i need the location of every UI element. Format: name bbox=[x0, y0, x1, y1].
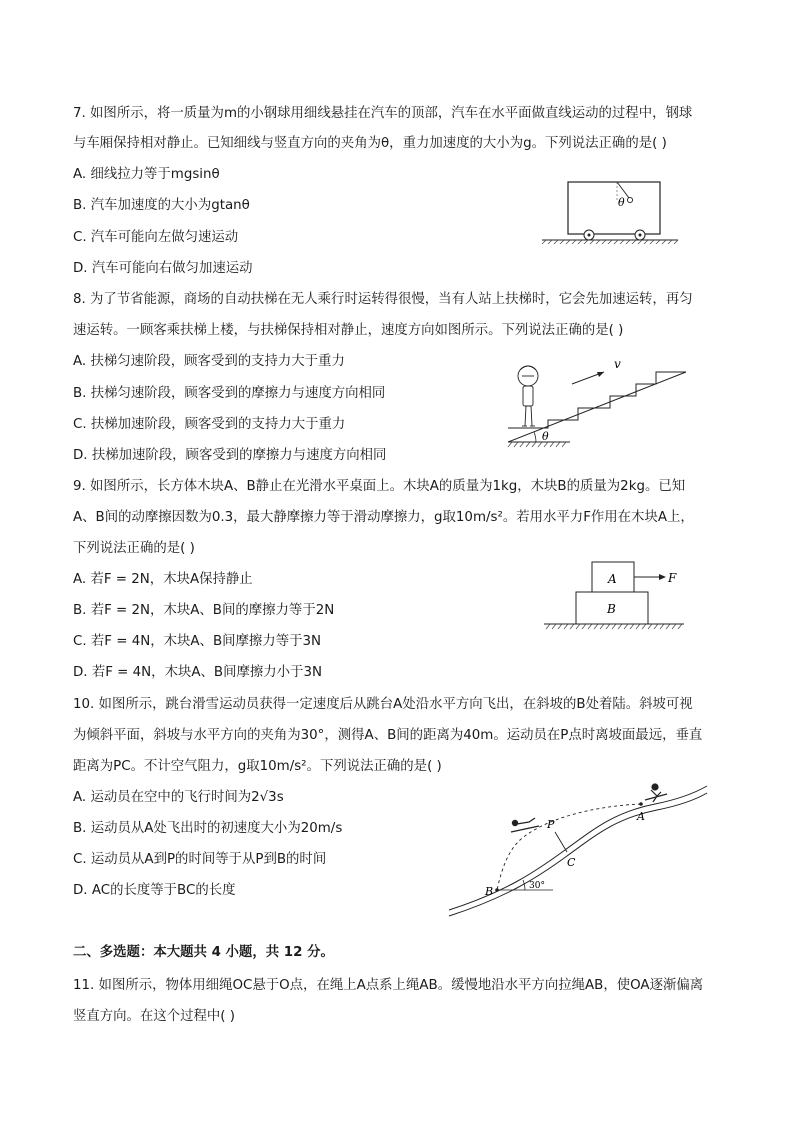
q7-option-c: C. 汽车可能向左做匀速运动 bbox=[73, 230, 239, 245]
block-a-label: A bbox=[608, 572, 617, 586]
q10-option-d: D. AC的长度等于BC的长度 bbox=[73, 883, 236, 898]
q10-option-c: C. 运动员从A到P的时间等于从P到B的时间 bbox=[73, 852, 327, 867]
q7-stem-line2: 与车厢保持相对静止。已知细线与竖直方向的夹角为θ，重力加速度的大小为g。下列说法正确的是( ) bbox=[73, 136, 667, 151]
angle-theta-label: θ bbox=[618, 196, 625, 209]
q9-option-c: C. 若F = 4N，木块A、B间摩擦力等于3N bbox=[73, 634, 322, 649]
q10-stem-line3: 距离为PC。不计空气阻力，g取10m/s²。下列说法正确的是( ) bbox=[73, 759, 442, 774]
label-p: P bbox=[547, 818, 555, 831]
q9-stem-line2: A、B间的动摩擦因数为0.3，最大静摩擦力等于滑动摩擦力，g取10m/s²。若用水平力F作用在木块A上， bbox=[73, 510, 694, 525]
q11-stem-line1: 11. 如图所示，物体用细绳OC悬于O点，在绳上A点系上绳AB。缓慢地沿水平方向拉绳AB，使OA逐渐偏离 bbox=[73, 978, 704, 993]
steel-ball bbox=[627, 197, 632, 202]
q8-stem-line1: 8. 为了节省能源，商场的自动扶梯在无人乘行时运转得很慢，当有人站上扶梯时，它会先加速运转，再匀 bbox=[73, 292, 693, 307]
customer-figure bbox=[518, 366, 538, 426]
q9-stem-line1: 9. 如图所示，长方体木块A、B静止在光滑水平桌面上。木块A的质量为1kg，木块B的质量为2kg。已知 bbox=[73, 479, 686, 494]
q7-option-a: A. 细线拉力等于mgsinθ bbox=[73, 167, 220, 182]
label-c: C bbox=[567, 856, 576, 869]
q9-option-a: A. 若F = 2N，木块A保持静止 bbox=[73, 572, 253, 587]
q7-stem-line1: 7. 如图所示，将一质量为m的小钢球用细线悬挂在汽车的顶部，汽车在水平面做直线运动的过程中，钢球 bbox=[73, 106, 693, 121]
angle-theta-label: θ bbox=[542, 430, 549, 443]
angle-30-label: 30° bbox=[529, 881, 545, 891]
velocity-label: v bbox=[614, 357, 621, 371]
q10-option-b: B. 运动员从A处飞出时的初速度大小为20m/s bbox=[73, 821, 343, 836]
label-a: A bbox=[637, 810, 645, 823]
q10-stem-line2: 为倾斜平面，斜坡与水平方向的夹角为30°，测得A、B间的距离为40m。运动员在P点时离坡面最远，垂直 bbox=[73, 728, 703, 743]
label-b: B bbox=[485, 885, 494, 898]
q9-option-d: D. 若F = 4N，木块A、B间摩擦力小于3N bbox=[73, 665, 322, 680]
q10-stem-line1: 10. 如图所示，跳台滑雪运动员获得一定速度后从跳台A处沿水平方向飞出，在斜坡的B处着陆。斜坡可视 bbox=[73, 697, 693, 712]
ground-hatch bbox=[546, 624, 682, 629]
q11-stem-line2: 竖直方向。在这个过程中( ) bbox=[73, 1009, 236, 1024]
force-f-label: F bbox=[668, 571, 677, 585]
q8-option-d: D. 扶梯加速阶段，顾客受到的摩擦力与速度方向相同 bbox=[73, 448, 387, 463]
skier-top-icon bbox=[645, 784, 667, 802]
q10-option-a: A. 运动员在空中的飞行时间为2√3s bbox=[73, 790, 284, 805]
point-a bbox=[639, 802, 643, 806]
q8-stem-line2: 速运转。一顾客乘扶梯上楼，与扶梯保持相对静止，速度方向如图所示。下列说法正确的是( ) bbox=[73, 323, 624, 338]
q8-escalator-figure bbox=[500, 352, 692, 448]
perpendicular-pc bbox=[555, 832, 567, 852]
q8-option-a: A. 扶梯匀速阶段，顾客受到的支持力大于重力 bbox=[73, 354, 345, 369]
q7-option-b: B. 汽车加速度的大小为gtanθ bbox=[73, 198, 250, 213]
ground-hatch bbox=[508, 442, 566, 447]
car-body bbox=[568, 182, 660, 234]
ground-hatch bbox=[542, 240, 678, 244]
q7-car-figure bbox=[540, 178, 680, 244]
q9-option-b: B. 若F = 2N，木块A、B间的摩擦力等于2N bbox=[73, 603, 335, 618]
q10-ski-jump-figure bbox=[445, 780, 710, 918]
block-b-label: B bbox=[607, 602, 616, 616]
section2-heading: 二、多选题：本大题共 4 小题，共 12 分。 bbox=[73, 945, 334, 960]
q7-option-d: D. 汽车可能向右做匀加速运动 bbox=[73, 261, 253, 276]
q8-option-c: C. 扶梯加速阶段，顾客受到的支持力大于重力 bbox=[73, 417, 346, 432]
q9-stem-line3: 下列说法正确的是( ) bbox=[73, 541, 195, 556]
q9-blocks-figure bbox=[540, 560, 688, 634]
q8-option-b: B. 扶梯匀速阶段，顾客受到的摩擦力与速度方向相同 bbox=[73, 386, 386, 401]
